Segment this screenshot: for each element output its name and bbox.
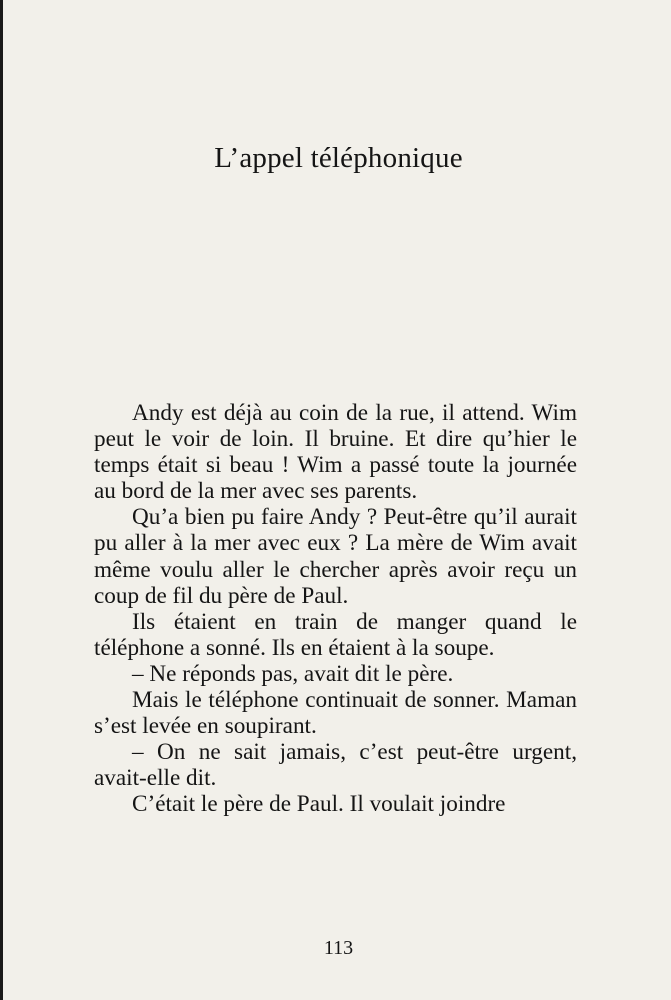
paragraph: Mais le téléphone continuait de sonner. Maman s’est levée en soupirant. bbox=[94, 687, 577, 740]
page-number: 113 bbox=[323, 937, 354, 959]
chapter-title: L’appel téléphonique bbox=[214, 142, 463, 174]
paragraph: C’était le père de Paul. Il voulait joindre bbox=[132, 791, 506, 818]
dialogue-line: – Ne réponds pas, avait dit le père. bbox=[132, 660, 454, 687]
dialogue-line: – On ne sait jamais, c’est peut-être urgent, avait-elle dit. bbox=[94, 739, 577, 792]
paragraph: Ils étaient en train de manger quand le téléphone a sonné. Ils en étaient à la soupe. bbox=[94, 608, 577, 661]
body-text bbox=[94, 400, 577, 818]
paragraph: Andy est déjà au coin de la rue, il attend. Wim peut le voir de loin. Il bruine. Et dire qu’hier le temps était si beau ! Wim a passé toute la journée au bord de la mer avec ses parents. bbox=[94, 400, 577, 505]
paragraph: Qu’a bien pu faire Andy ? Peut-être qu’il aurait pu aller à la mer avec eux ? La mère de Wim avait même voulu aller le chercher après avoir reçu un coup de fil du père de Paul. bbox=[94, 504, 577, 609]
